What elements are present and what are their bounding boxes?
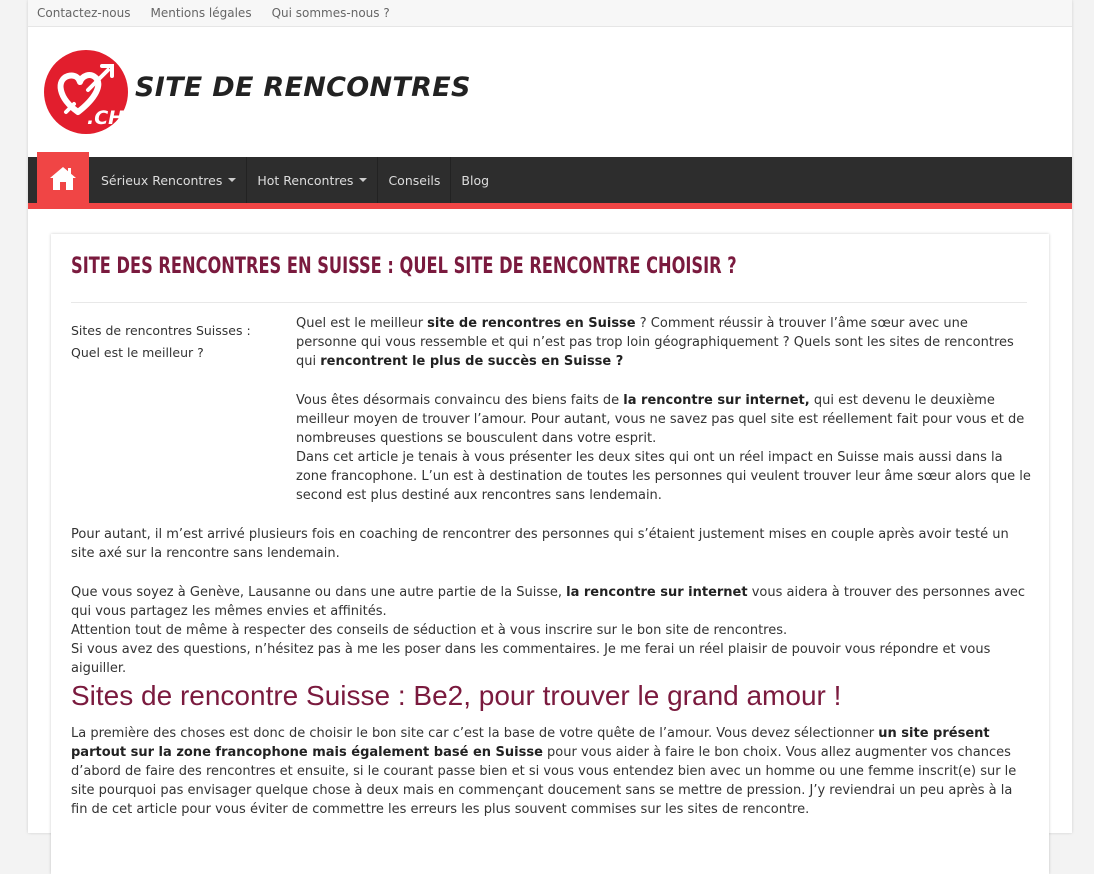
nav-item-serieux-rencontres[interactable]	[91, 157, 247, 203]
title-divider	[71, 302, 1027, 303]
bold-text: site de rencontres en Suisse	[427, 316, 636, 331]
text: ? Comment réussir à trouver l’âme sœur avec une personne qui vous ressemble et qui n’est pas trop loin géographiquement ? Quels sont les sites de rencontres qui	[296, 316, 1014, 369]
caret-down-icon	[359, 178, 367, 182]
logo-badge-text: .CH	[87, 107, 125, 129]
section-heading: Sites de rencontre Suisse : Be2, pour trouver le grand amour !	[71, 680, 842, 711]
paragraph-6: Attention tout de même à respecter des conseils de séduction et à vous inscrire sur le bon site de rencontres.	[71, 623, 788, 638]
nav-item-conseils[interactable]	[378, 157, 451, 203]
site-header	[28, 27, 1072, 157]
text: Quel est le meilleur	[296, 316, 428, 331]
bold-text: un site présent partout sur la zone francophone mais également basé en Suisse	[71, 726, 990, 760]
bold-text: la rencontre sur internet,	[623, 393, 810, 408]
page-wrapper	[28, 0, 1072, 833]
text: La première des choses est donc de choisir le bon site car c’est la base de votre quête de l’amour. Vous devez sélectionner	[71, 726, 879, 741]
paragraph-2	[296, 391, 1031, 448]
top-links-bar	[28, 0, 1072, 27]
paragraph-3: Dans cet article je tenais à vous présenter les deux sites qui ont un réel impact en Suisse mais aussi dans la zone francophone. L’un est à destination de toutes les personnes qui veulent trouver leur âme sœur alors que le second est plus destiné aux rencontres sans lendemain.	[296, 450, 1031, 503]
toc-link[interactable]: Sites de rencontres Suisses : Quel est le meilleur ?	[71, 323, 251, 360]
text: Que vous soyez à Genève, Lausanne ou dans une autre partie de la Suisse,	[71, 585, 567, 600]
caret-down-icon	[228, 178, 236, 182]
site-logo-title[interactable]: SITE DE RENCONTRES	[135, 72, 471, 103]
text: vous aidera à trouver des personnes avec qui vous partagez les mêmes envies et affinités.	[71, 585, 1026, 619]
paragraph-4: Pour autant, il m’est arrivé plusieurs fois en coaching de rencontrer des personnes qui s’étaient justement mises en couple après avoir testé un site axé sur la rencontre sans lendemain.	[71, 527, 1009, 561]
about-link[interactable]: Qui sommes-nous ?	[271, 6, 390, 20]
paragraph-7: Si vous avez des questions, n’hésitez pas à me les poser dans les commentaires. Je me ferai un réel plaisir de pouvoir vous répondre et vous aiguiller.	[71, 642, 991, 676]
nav-item-blog[interactable]	[451, 157, 499, 203]
nav-item-label: Hot Rencontres	[257, 172, 354, 188]
paragraph-8	[71, 724, 1031, 819]
heart-arrow-icon	[44, 50, 128, 134]
bold-text: la rencontre sur internet	[566, 585, 748, 600]
home-icon	[49, 165, 77, 191]
page-title: SITE DES RENCONTRES EN SUISSE : QUEL SITE DE RENCONTRE CHOISIR ?	[71, 254, 737, 279]
nav-item-label: Blog	[461, 172, 490, 188]
paragraph-intro	[296, 314, 1031, 371]
site-logo[interactable]	[44, 50, 128, 134]
main-nav	[28, 157, 1072, 209]
contact-link[interactable]: Contactez-nous	[37, 6, 131, 20]
bold-text: rencontrent le plus de succès en Suisse ?	[320, 354, 624, 369]
text: Vous êtes désormais convaincu des biens faits de	[296, 393, 624, 408]
nav-item-label: Sérieux Rencontres	[101, 172, 223, 188]
article-content	[51, 234, 1049, 874]
text: pour vous aider à faire le bon choix. Vous allez augmenter vos chances d’abord de faire des rencontres et ensuite, si le courant passe bien et si vous vous entendez bien avec un homme ou une femme inscrit(e) sur le site pourquoi pas envisager quelque chose à deux mais en commençant doucement sans se mettre de pression. J’y reviendrai un peu après à la fin de cet article pour vous éviter de commettre les erreurs les plus souvent commises sur les sites de rencontre.	[71, 745, 1017, 817]
text: qui est devenu le deuxième meilleur moyen de trouver l’amour. Pour autant, vous ne savez pas quel site est réellement fait pour vous et de nombreuses questions se bousculent dans votre esprit.	[296, 393, 1025, 446]
legal-notice-link[interactable]: Mentions légales	[150, 6, 252, 20]
home-button[interactable]	[37, 152, 89, 203]
nav-item-label: Conseils	[388, 172, 441, 188]
nav-item-hot-rencontres[interactable]	[247, 157, 378, 203]
nav-menu	[91, 157, 499, 203]
paragraph-5	[71, 583, 1031, 621]
